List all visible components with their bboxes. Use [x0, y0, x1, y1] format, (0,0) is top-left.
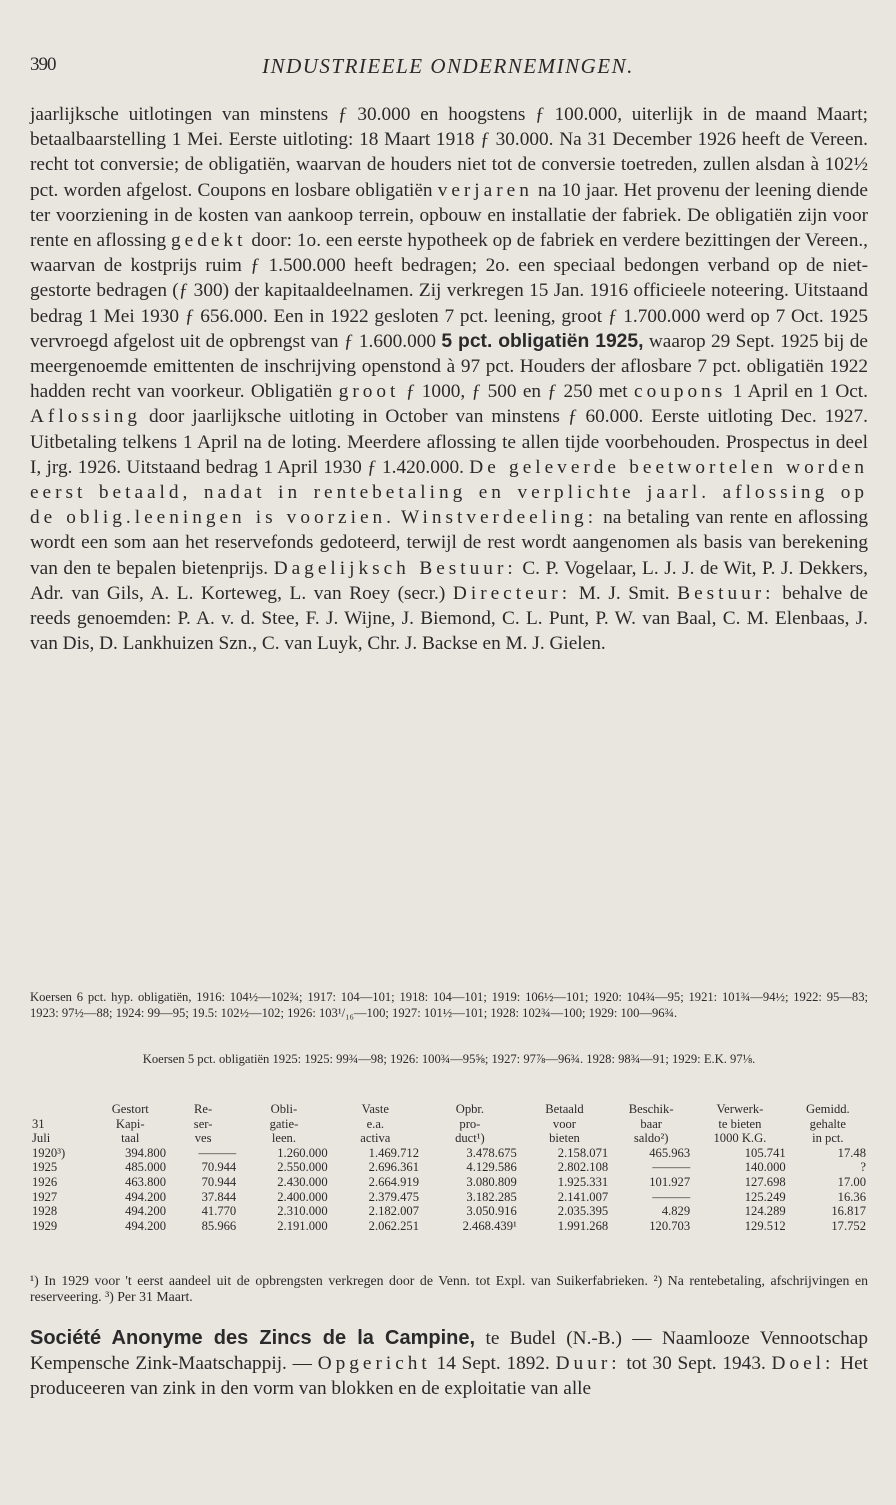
table-cell: 2.400.000 — [277, 1189, 328, 1204]
table-cell: 2.550.000 — [277, 1160, 328, 1175]
table-header-cell: ser- — [193, 1116, 213, 1131]
koersen-6pct-text: Koersen 6 pct. hyp. obligatiën, 1916: 104½—102¾; 1917: 104—101; 1918: 104—101; 1919: 106½—101; 1920: 104¾—95; 1921: 101¾—94½; 1922: 95—83; 1923: 97½—88; 1924: 99—95; 19.5: 102½—102; 1926: 103¹/₁₆—100; 1927: 101½—101; 1928: 102¾—100; 1929: 100—96¾. — [30, 990, 868, 1020]
spaced-term: Dagelijksch Bestuur: — [273, 557, 517, 579]
table-header-cell: Betaald — [545, 1102, 584, 1116]
table-cell: 101.927 — [649, 1174, 691, 1189]
table-header-cell: leen. — [271, 1131, 296, 1146]
spaced-term: Winstverdeeling: — [401, 507, 598, 529]
table-cell: 1.925.331 — [557, 1174, 609, 1189]
table-cell: ——— — [652, 1189, 691, 1204]
table-header-cell: e.a. — [366, 1116, 385, 1131]
table-header-cell: Juli — [32, 1131, 51, 1146]
table-cell: 17.00 — [837, 1174, 866, 1189]
text-run: ƒ 1000, ƒ 500 en ƒ 250 met — [399, 381, 635, 403]
table-header-cell: saldo²) — [633, 1131, 669, 1146]
text-run: door: 1o. een eerste hypotheek op de fabriek en verdere bezittingen der Vereen., waarvan de kostprijs ruim ƒ 1.500.000 heeft bedragen; 2o. een speciaal bedongen verband op de niet-gestorte bedragen (ƒ 300) der kapitaaldeelnamen. Zij verkregen 15 Jan. 1916 officieele noteering. Uitstaand bedrag 1 Mei 1930 ƒ 656.000. Een in 1922 gesloten 7 pct. leening, groot ƒ 1.700.000 werd op 7 Oct. 1925 vervroegd afgelost uit de opbrengst van ƒ 1.600.000 — [30, 230, 868, 352]
table-cell: 2.191.000 — [277, 1218, 328, 1233]
table-cell: ? — [860, 1160, 866, 1175]
table-cell: 127.698 — [744, 1174, 786, 1189]
table-header-cell: in pct. — [812, 1131, 844, 1146]
text-run: door jaarlijksche uitloting in October van minstens ƒ 60.000. Eerste uitloting Dec. 1927. Uitbetaling telkens 1 April na de loting. Meerdere aflossing te allen tijde voorbehouden. Prospectus in deel I, jrg. 1926. Uitstaand bedrag 1 April 1930 ƒ 1.420.000. — [30, 406, 868, 478]
page-number: 390 — [30, 54, 56, 75]
company-name: Société Anonyme des Zincs de la Campine, — [30, 1327, 476, 1349]
table-cell: 1927 — [32, 1189, 58, 1204]
table-header-cell: 1000 K.G. — [713, 1131, 767, 1146]
table-cell: 1929 — [32, 1218, 58, 1233]
table-cell: 494.200 — [125, 1204, 167, 1219]
table-cell: 2.379.475 — [368, 1189, 420, 1204]
table-header-cell: Verwerk- — [716, 1102, 764, 1116]
table-header-cell: 31 — [32, 1116, 45, 1131]
page-header — [0, 50, 896, 80]
table-header-cell: Opbr. — [455, 1102, 485, 1116]
table-row — [30, 1175, 868, 1190]
koersen-6pct — [30, 989, 868, 1021]
table-header-cell: te bieten — [718, 1116, 762, 1131]
table-cell: 2.468.439¹ — [462, 1218, 517, 1233]
table-header-cell: Gemidd. — [805, 1102, 850, 1116]
table-cell: 394.800 — [125, 1145, 167, 1160]
table-cell: 17.752 — [831, 1218, 866, 1233]
table-cell: 4.829 — [661, 1204, 691, 1219]
table-header-cell: Kapi- — [115, 1116, 145, 1131]
table-cell: 2.062.251 — [368, 1218, 420, 1233]
table-header-cell: duct¹) — [455, 1131, 485, 1146]
table-cell: 17.48 — [837, 1145, 866, 1160]
table-cell: 2.802.108 — [557, 1160, 609, 1175]
table-cell: 16.36 — [837, 1189, 866, 1204]
table-cell: 2.141.007 — [557, 1189, 609, 1204]
company-section — [30, 1326, 868, 1402]
text-run: 1 April en 1 Oct. — [726, 381, 868, 403]
table-cell: 1920³) — [32, 1145, 66, 1160]
table-cell: 124.289 — [744, 1204, 786, 1219]
spaced-term: gedekt — [171, 230, 247, 252]
table-cell: 120.703 — [649, 1218, 691, 1233]
text-run: te Budel (N.-B.) — Naamlooze Vennootschap Kempensche Zink-Maatschappij. — — [30, 1328, 868, 1375]
table-header-cell: ves — [194, 1131, 212, 1146]
footnote-text: ¹) In 1929 voor 't eerst aandeel uit de opbrengsten verkregen door de Venn. tot Expl. van Suikerfabrieken. ²) Na rentebetaling, afschrijvingen en reserveering. ³) Per 31 Maart. — [30, 1273, 868, 1304]
table-header-cell: Obli- — [270, 1102, 298, 1116]
table-cell: 494.200 — [125, 1189, 167, 1204]
text-run: na betaling van rente en aflossing wordt een som aan het reservefonds gedoteerd, terwijl de rest wordt aangenomen als basis van berekening van den te bepalen bietenprijs. — [30, 507, 868, 579]
table-cell: 16.817 — [831, 1204, 866, 1219]
table-cell: 3.080.809 — [466, 1174, 517, 1189]
text-run: waarop 29 Sept. 1925 bij de meergenoemde emittenten de inschrijving openstond à 97 pct. Houders der aflosbare 7 pct. obligatiën 1922 hadden recht van voorkeur. Obligatiën — [30, 330, 868, 403]
table-cell: 140.000 — [744, 1160, 786, 1175]
table-cell: 4.129.586 — [466, 1160, 517, 1175]
table-cell: 2.158.071 — [557, 1145, 609, 1160]
running-title: INDUSTRIEELE ONDERNEMINGEN. — [262, 54, 634, 78]
table-cell: 2.310.000 — [277, 1204, 328, 1219]
table-cell: 1.260.000 — [277, 1145, 328, 1160]
text-run: jaarlijksche uitlotingen van minstens ƒ 30.000 en hoogstens ƒ 100.000, uiterlijk in de maand Maart; betaalbaarstelling 1 Mei. Eerste uitloting: 18 Maart 1918 ƒ 30.000. Na 31 December 1926 heeft de Vereen. recht tot conversie; de obligatiën, waarvan de houders niet tot de conversie toetreden, zullen alsdan à 102½ pct. worden afgelost. Coupons en losbare obligatiën — [30, 104, 868, 201]
table-cell: 1928 — [32, 1204, 58, 1219]
table-cell: 485.000 — [125, 1160, 167, 1175]
text-run: 14 Sept. 1892. — [430, 1353, 556, 1375]
table-cell: 70.944 — [201, 1160, 237, 1175]
table-cell: 465.963 — [649, 1145, 691, 1160]
table-cell: 3.478.675 — [466, 1145, 517, 1160]
text-run: Het produceeren van zink in den vorm van blokken en de exploitatie van alle — [30, 1353, 868, 1400]
table-header-cell: bieten — [549, 1131, 580, 1146]
table-cell: 85.966 — [201, 1218, 237, 1233]
table-cell: 1925 — [32, 1160, 58, 1175]
table-cell: 70.944 — [201, 1174, 237, 1189]
table-cell: ——— — [198, 1145, 237, 1160]
table-cell: 2.035.395 — [557, 1204, 609, 1219]
table-header-cell: baar — [640, 1116, 662, 1131]
text-run: tot 30 Sept. 1943. — [620, 1353, 772, 1375]
table-cell: 1.469.712 — [368, 1145, 420, 1160]
table-header-cell: taal — [121, 1131, 140, 1146]
table-header-cell: Gestort — [111, 1102, 149, 1116]
table-header-row — [30, 1102, 868, 1117]
table-cell: 1926 — [32, 1174, 58, 1189]
main-paragraph — [30, 102, 868, 656]
table-row — [30, 1204, 868, 1219]
spaced-term: Bestuur: — [677, 582, 775, 604]
table-row — [30, 1146, 868, 1161]
spaced-term: Directeur: — [452, 582, 572, 604]
table-cell: 2.182.007 — [368, 1204, 420, 1219]
text-run: behalve de reeds genoemden: P. A. v. d. Stee, F. J. Wijne, J. Biemond, C. L. Punt, P. W. van Baal, C. M. Elenbaas, J. van Dis, D. Lankhuizen Szn., C. van Luyk, Chr. J. Backse en M. J. Gielen. — [30, 582, 868, 655]
spaced-term: Aflossing — [30, 406, 141, 428]
table-cell: 125.249 — [744, 1189, 786, 1204]
table-cell: 37.844 — [201, 1189, 237, 1204]
table-cell: 129.512 — [744, 1218, 786, 1233]
table-cell: 3.182.285 — [466, 1189, 517, 1204]
table-header-cell: gatie- — [269, 1116, 299, 1131]
table-footnote — [30, 1273, 868, 1304]
spaced-term: groot — [338, 381, 400, 403]
table-cell: 2.696.361 — [368, 1160, 420, 1175]
table-row — [30, 1160, 868, 1175]
koersen-5pct — [30, 1051, 868, 1067]
table-cell: ——— — [652, 1160, 691, 1175]
table-header-cell: Re- — [194, 1102, 213, 1116]
financial-table — [30, 1102, 868, 1233]
spaced-term: Duur: — [555, 1353, 621, 1375]
text-run: C. P. Vogelaar, L. J. J. de Wit, P. J. Dekkers, Adr. van Gils, A. L. Korteweg, L. van Roey (secr.) — [30, 557, 868, 604]
table-row — [30, 1190, 868, 1205]
table-header-cell: pro- — [459, 1116, 481, 1131]
table-cell: 105.741 — [744, 1145, 786, 1160]
bond-heading: 5 pct. obligatiën 1925, — [441, 330, 644, 352]
spaced-term: Opgericht — [317, 1353, 431, 1375]
table-header-cell: activa — [360, 1131, 391, 1146]
text-run: na 10 jaar. Het provenu der leening diende ter voorziening in de kosten van aankoop terrein, opbouw en installatie der fabriek. De obligatiën zijn voor rente en aflossing — [30, 179, 868, 252]
table-header-row — [30, 1131, 868, 1146]
text-run: M. J. Smit. — [571, 582, 678, 604]
table-header-row — [30, 1117, 868, 1132]
table-header-cell: gehalte — [809, 1116, 847, 1131]
table-row — [30, 1219, 868, 1234]
table-header-cell: voor — [552, 1116, 576, 1131]
spaced-term: verjaren — [437, 179, 533, 201]
koersen-5pct-text: Koersen 5 pct. obligatiën 1925: 1925: 99¾—98; 1926: 100¾—95⅝; 1927: 97⅞—96¾. 1928: 98¾—91; 1929: E.K. 97⅛. — [142, 1052, 756, 1066]
table-cell: 463.800 — [125, 1174, 167, 1189]
spaced-term: De geleverde beetwortelen worden eerst betaald, nadat in rentebetaling en verplichte jaarl. aflossing op de oblig.leeningen is voorzien. — [30, 456, 868, 529]
table-header-cell: Beschik- — [628, 1102, 674, 1116]
table-cell: 1.991.268 — [557, 1218, 609, 1233]
table-cell: 41.770 — [201, 1204, 237, 1219]
table-header-cell — [30, 1102, 92, 1117]
table-header-cell: Vaste — [361, 1102, 389, 1116]
spaced-term: coupons — [634, 381, 727, 403]
table-cell: 2.664.919 — [368, 1174, 420, 1189]
table-cell: 2.430.000 — [277, 1174, 328, 1189]
spaced-term: Doel: — [771, 1353, 835, 1375]
table-cell: 494.200 — [125, 1218, 167, 1233]
table-cell: 3.050.916 — [466, 1204, 517, 1219]
